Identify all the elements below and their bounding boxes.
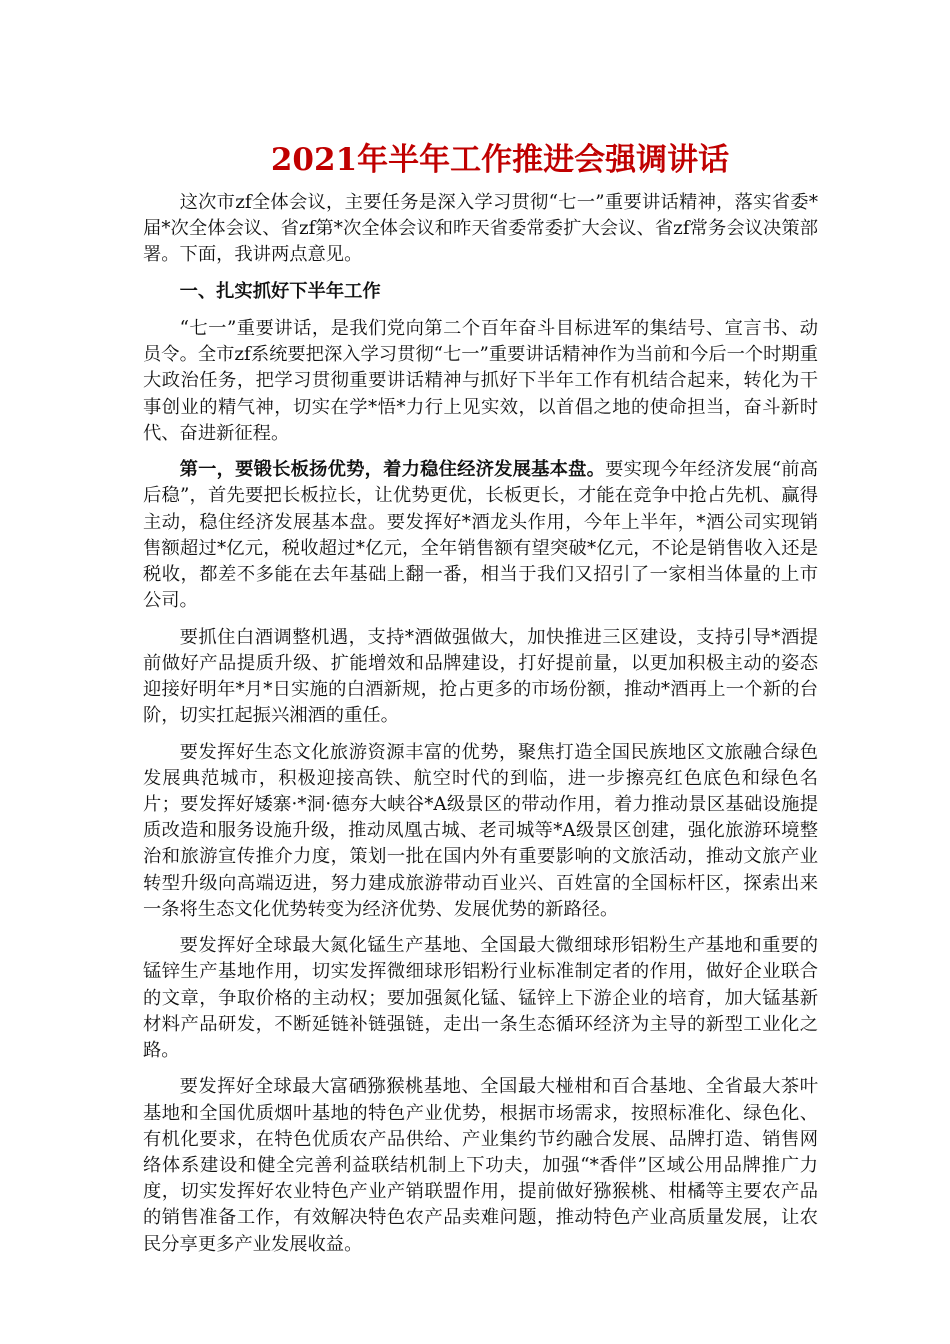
first-point-text: 要实现今年经济发展“前高后稳”，首先要把长板拉长，让优势更优，长板更长，才能在竞争中抢占先机、赢得主动，稳住经济发展基本盘。要发挥好*酒龙头作用，今年上半年，*酒公司实现销售额超过*亿元，税收超过*亿元，全年销售额有望突破*亿元，不论是销售收入还是税收，都差不多能在去年基础上翻一番，相当于我们又招引了一家相当体量的上市公司。 <box>143 459 818 612</box>
tourism-paragraph: 要发挥好生态文化旅游资源丰富的优势，聚焦打造全国民族地区文旅融合绿色发展典范城市，积极迎接高铁、航空时代的到临，进一步擦亮红色底色和绿色名片；要发挥好矮寨·*洞·德夯大峡谷*A级景区的带动作用，着力推动景区基础设施提质改造和服务设施升级，推动凤凰古城、老司城等*A级景区创建，强化旅游环境整治和旅游宣传推介力度，策划一批在国内外有重要影响的文旅活动，推动文旅产业转型升级向高端迈进，努力建成旅游带动百业兴、百姓富的全国标杆区，探索出来一条将生态文化优势转变为经济优势、发展优势的新路径。 <box>143 741 818 920</box>
first-point-lead: 第一，要锻长板扬优势，着力稳住经济发展基本盘。 <box>179 459 606 481</box>
industry-paragraph: 要发挥好全球最大氮化锰生产基地、全国最大微细球形铝粉生产基地和重要的锰锌生产基地作用，切实发挥微细球形铝粉行业标准制定者的作用，做好企业联合的文章，争取价格的主动权；要加强氮化锰、锰锌上下游企业的培育，加大锰基新材料产品研发，不断延链补链强链，走出一条生态循环经济为主导的新型工业化之路。 <box>143 935 818 1062</box>
section-heading: 一、扎实抓好下半年工作 <box>179 280 381 302</box>
document-title: 2021年半年工作推进会强调讲话 <box>270 142 730 178</box>
liquor-paragraph: 要抓住白酒调整机遇，支持*酒做强做大，加快推进三区建设，支持引导*酒提前做好产品提质升级、扩能增效和品牌建设，打好提前量，以更加积极主动的姿态迎接好明年*月*日实施的白酒新规，抢占更多的市场份额，推动*酒再上一个新的台阶，切实扛起振兴湘酒的重任。 <box>143 626 818 727</box>
document-body <box>143 190 818 1268</box>
section-paragraph: “七一”重要讲话，是我们党向第二个百年奋斗目标进军的集结号、宣言书、动员令。全市zf系统要把深入学习贯彻“七一”重要讲话精神作为当前和今后一个时期重大政治任务，把学习贯彻重要讲话精神与抓好下半年工作有机结合起来，转化为干事创业的精气神，切实在学*悟*力行上见实效，以首倡之地的使命担当，奋斗新时代、奋进新征程。 <box>143 318 818 444</box>
intro-paragraph: 这次市zf全体会议，主要任务是深入学习贯彻“七一”重要讲话精神，落实省委*届*次全体会议、省zf第*次全体会议和昨天省委常委扩大会议、省zf常务会议决策部署。下面，我讲两点意见。 <box>143 192 818 266</box>
agriculture-paragraph: 要发挥好全球最大富硒猕猴桃基地、全国最大椪柑和百合基地、全省最大茶叶基地和全国优质烟叶基地的特色产业优势，根据市场需求，按照标准化、绿色化、有机化要求，在特色优质农产品供给、产业集约节约融合发展、品牌打造、销售网络体系建设和健全完善利益联结机制上下功夫，加强“*香伴”区域公用品牌推广力度，切实发挥好农业特色产业产销联盟作用，提前做好猕猴桃、柑橘等主要农产品的销售准备工作，有效解决特色农产品卖难问题，推动特色产业高质量发展，让农民分享更多产业发展收益。 <box>143 1076 818 1255</box>
first-point-paragraph <box>143 457 818 614</box>
